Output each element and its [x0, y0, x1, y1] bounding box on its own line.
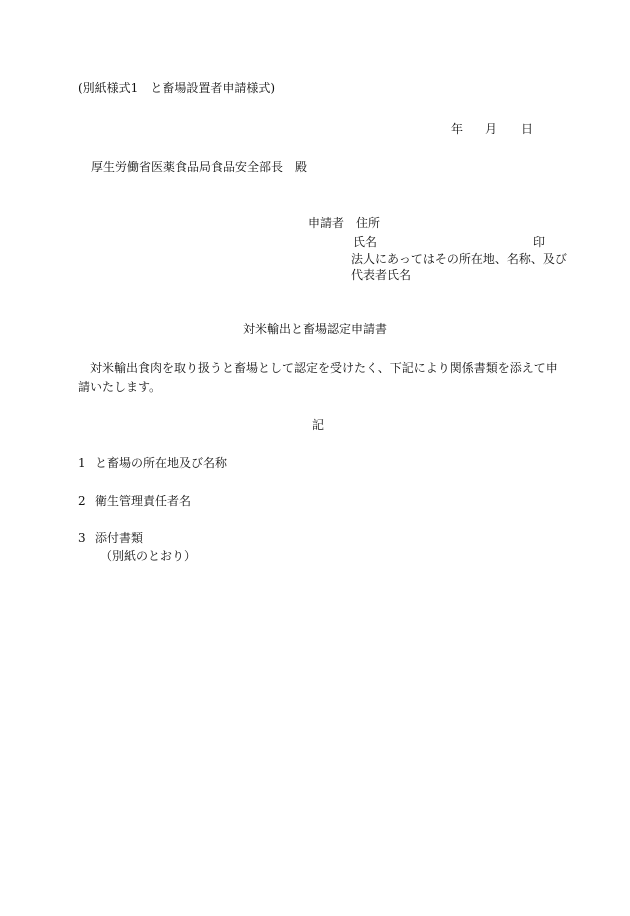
form-reference: (別紙様式1 と畜場設置者申請様式)	[78, 81, 275, 95]
seal-mark: 印	[533, 235, 546, 249]
body-text-line-1: 対米輸出食肉を取り扱うと畜場として認定を受けたく、下記により関係書類を添えて申	[90, 361, 558, 375]
item-subtext: （別紙のとおり）	[100, 549, 197, 563]
applicant-label: 申請者	[308, 216, 345, 230]
document-title: 対米輸出と畜場認定申請書	[242, 322, 387, 336]
applicant-address-label: 住所	[356, 216, 381, 230]
body-text-line-2: 請いたします。	[78, 380, 162, 394]
item-text: 添付書類	[95, 531, 144, 545]
item-text: 衛生管理責任者名	[95, 494, 192, 508]
addressee: 厚生労働省医薬食品局食品安全部長 殿	[91, 160, 308, 174]
date-day-label: 日	[521, 122, 534, 136]
corporate-note-line-2: 代表者氏名	[351, 268, 412, 282]
item-number: 2	[78, 494, 86, 508]
date-year-label: 年	[451, 122, 464, 136]
date-month-label: 月	[485, 122, 498, 136]
corporate-note-line-1: 法人にあってはその所在地、名称、及び	[351, 252, 567, 266]
item-text: と畜場の所在地及び名称	[95, 456, 228, 470]
item-number: 1	[78, 456, 86, 470]
item-number: 3	[78, 531, 86, 545]
applicant-name-label: 氏名	[353, 235, 378, 249]
ki-heading: 記	[312, 418, 325, 432]
